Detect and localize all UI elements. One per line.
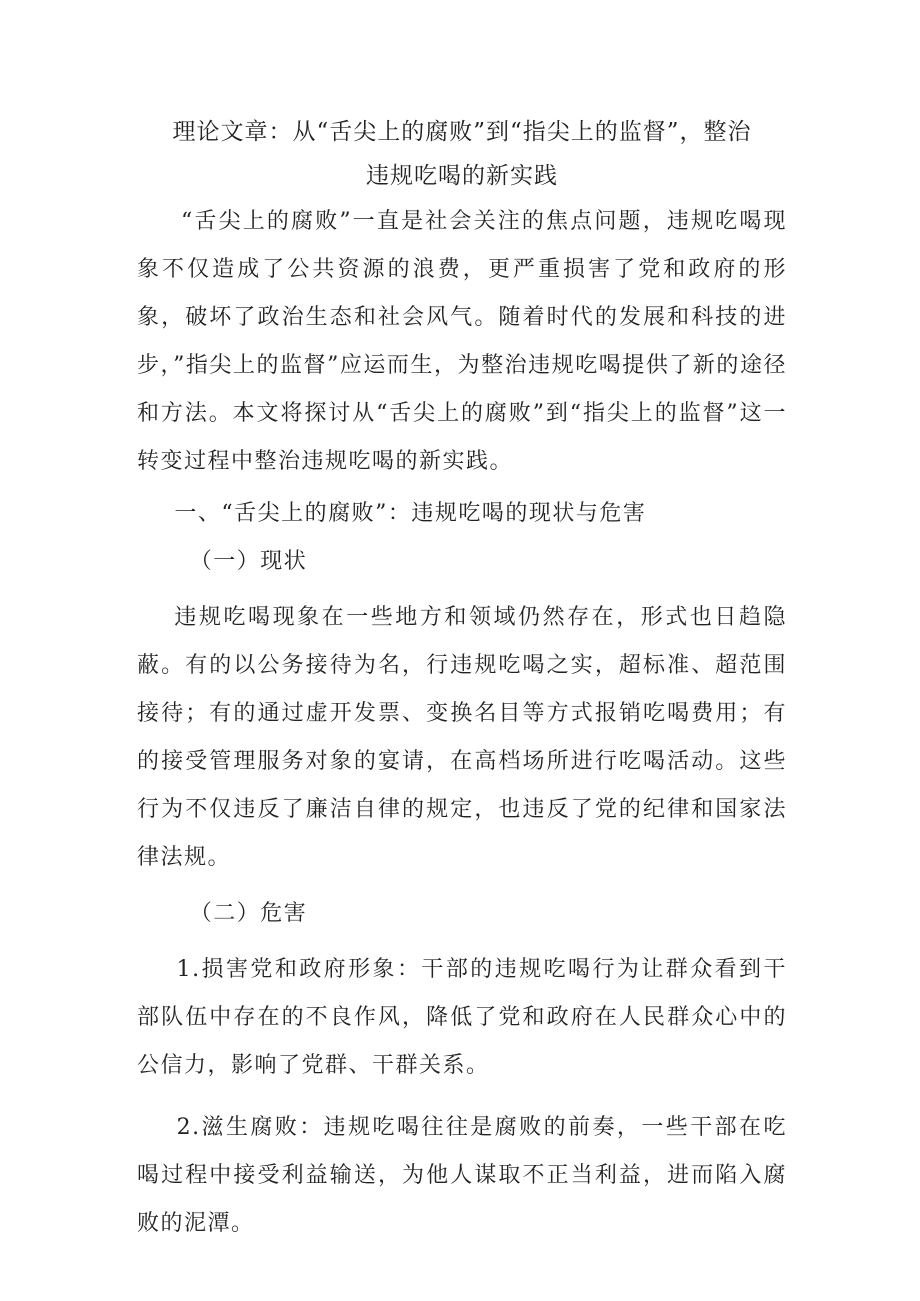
subsection-1-heading: （一）现状 <box>189 549 308 574</box>
subsection-2-heading: （二）危害 <box>189 901 308 926</box>
document-title <box>137 110 787 198</box>
subsection-1-body: 违规吃喝现象在一些地方和领域仍然存在，形式也日趋隐蔽。有的以公务接待为名，行违规吃喝之实，超标准、超范围接待；有的通过虚开发票、变换名目等方式报销吃喝费用；有的接受管理服务对象的宴请，在高档场所进行吃喝活动。这些行为不仅违反了廉洁自律的规定，也违反了党的纪律和国家法律法规。 <box>137 605 787 870</box>
title-line-1: 理论文章：从“舌尖上的腐败”到“指尖上的监督”，整治 <box>172 119 752 145</box>
intro-paragraph: “舌尖上的腐败”一直是社会关注的焦点问题，违规吃喝现象不仅造成了公共资源的浪费，更严重损害了党和政府的形象，破坏了政治生态和社会风气。随着时代的发展和科技的进步，”指尖上的监督”应运而生，为整治违规吃喝提供了新的途径和方法。本文将探讨从“舌尖上的腐败”到“指尖上的监督”这一转变过程中整治违规吃喝的新实践。 <box>137 209 787 474</box>
document-content <box>137 110 787 1248</box>
harm-item-1: 1.损害党和政府形象：干部的违规吃喝行为让群众看到干部队伍中存在的不良作风，降低了党和政府在人民群众心中的公信力，影响了党群、干群关系。 <box>137 957 787 1078</box>
section-1-heading: 一、“舌尖上的腐败”：违规吃喝的现状与危害 <box>174 501 647 526</box>
title-line-2: 违规吃喝的新实践 <box>366 163 558 189</box>
harm-item-2: 2.滋生腐败：违规吃喝往往是腐败的前奏，一些干部在吃喝过程中接受利益输送，为他人谋取不正当利益，进而陷入腐败的泥潭。 <box>137 1115 787 1236</box>
